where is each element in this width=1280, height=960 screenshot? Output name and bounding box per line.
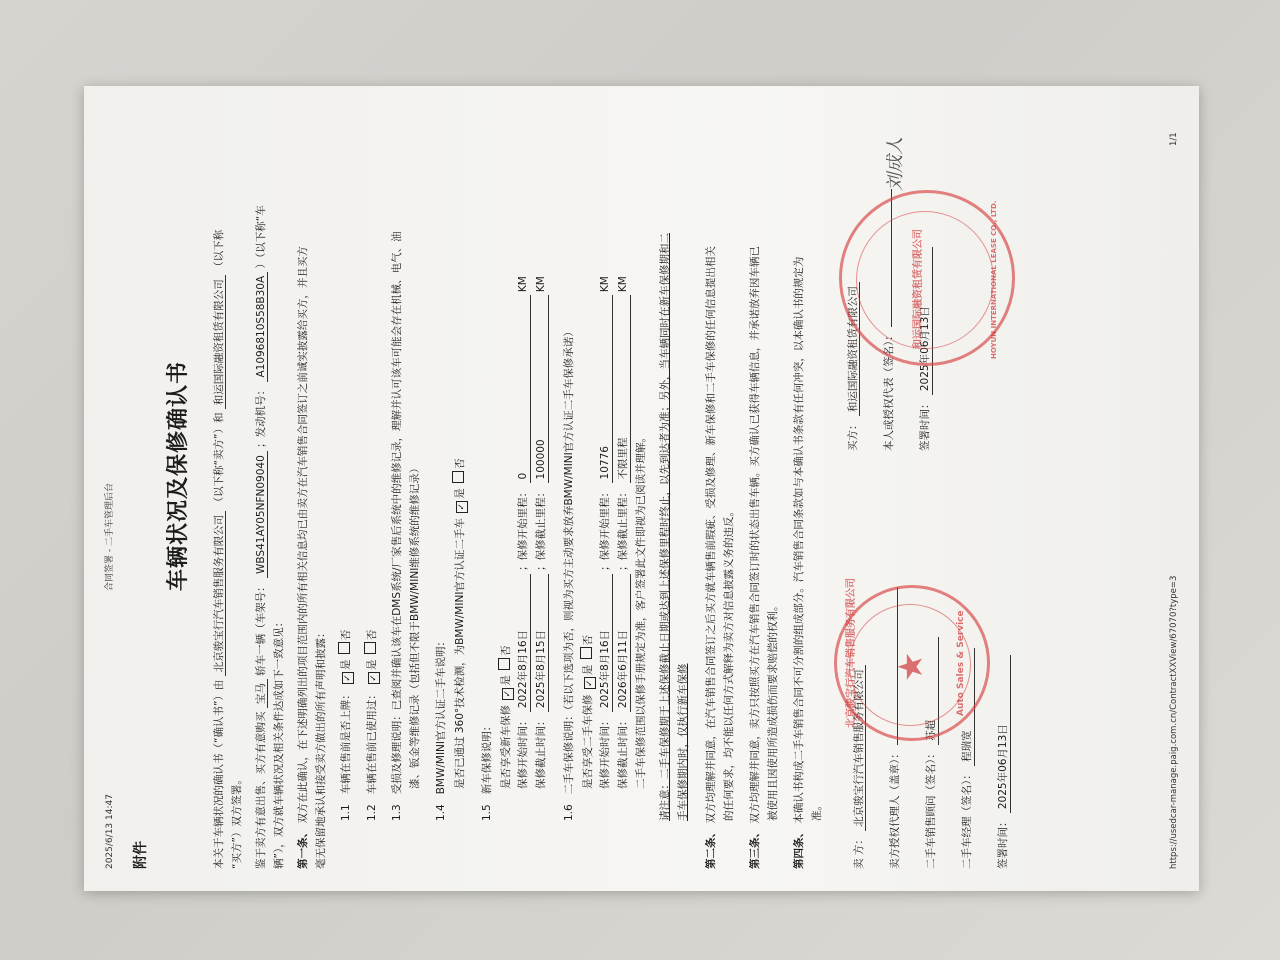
checkbox-empty [364,642,376,654]
item-text: 是否享受新车保修 [500,705,512,789]
option-yes: 是 [340,659,352,670]
warranty-end-km: 100000 [534,295,549,483]
footer-page-number: 1/1 [1169,132,1179,146]
option-no: 否 [582,634,594,646]
article3-line-2: 被使用且因使用所造成损伤而要求赔偿的权利。 [767,600,779,821]
item-1-2 [364,630,380,821]
document-paper [84,86,1199,891]
document-page [84,86,1199,891]
item-1-1 [338,630,354,821]
used-warranty-start-km: 10776 [598,295,613,483]
item-1-5-end [534,276,549,789]
car-brand: 宝马 [255,679,268,708]
article2-text: 双方均理解并同意，在汽车销售合同签订之后买方就车辆售前瑕疵、受损及修理、新车保修和二手车保修的任何信息提出相关 [705,246,717,824]
buyer-name: 和运国际融资租赁有限公司 [213,275,226,409]
article4-line-2: 准。 [811,800,823,821]
footer-url: https://usedcar-manage.paig.com.cn/ContractXXView/67070?type=3 [1169,575,1179,869]
item-text: 车辆在售前是否上牌： [340,689,352,795]
article3-line-1 [748,246,762,869]
print-system-title: 合同签署 - 二手车管理后台 [105,483,115,591]
checkbox-checked: ✓ [456,501,468,513]
intro-text: 轿车一辆（车架号： [255,581,267,676]
buyer-party-name: 和运国际融资租赁有限公司 [847,282,860,416]
intro-text: ；发动机号： [255,384,267,448]
item-1-4 [434,636,448,821]
km-unit: KM [517,276,529,293]
km-unit: KM [617,276,629,293]
checkbox-empty [498,658,510,670]
warranty-start-date: 2022年8月16日 [516,574,531,712]
field-label: 卖方授权代理人（盖章）： [889,748,901,869]
stamp-ring-text: 北京骏宝行汽车销售服务有限公司 [846,578,857,728]
article1-line-2: 毫无保留地承认和接受卖方做出的所有声明和披露： [315,627,327,869]
item-number: 1.6 [563,804,575,821]
field-label: 卖 方： [853,834,865,869]
article2-line-1 [704,246,718,869]
field-label: 二手车销售顾问（签名）： [925,748,937,869]
intro-line-3 [254,205,268,869]
field-label: 保修开始时间： [599,715,611,789]
checkbox-empty [580,647,592,659]
field-label: 二手车经理（签名）： [961,769,973,869]
km-unit: KM [535,276,547,293]
article4-text: 本确认书构成二手车销售合同不可分割的组成部分。汽车销售合同条款如与本确认书条款有任何冲突，以本确认书的规定为 [793,256,805,824]
used-warranty-end-date: 2026年6月11日 [616,574,631,712]
buyer-company-stamp [839,190,1015,366]
article1-text: 双方在此确认，在下述明确列出的项目范围内的所有相关信息均已由卖方在汽车销售合同签订之前诚实披露给买方，并且买方 [297,246,309,824]
field-label: 签署时间： [997,816,1009,869]
field-label: 保修开始时间： [517,715,529,789]
item-number: 1.2 [366,804,378,821]
document-title: 车辆状况及保修确认书 [166,360,191,591]
item-1-6 [562,326,576,821]
notice-line-2: 手车保修期内时，仅执行新车保修 [677,663,689,821]
option-yes: 是 [582,664,594,676]
intro-line-2: “买方”）双方签署。 [231,774,243,869]
option-no: 否 [340,629,352,641]
field-label: 买方： [847,419,859,451]
checkbox-empty [452,471,464,483]
item-1-6-note: 二手车保修范围以保修手册规定为准，客户签署此文件即视为已阅读并理解。 [635,432,647,789]
field-label: ；保修截止里程： [535,486,547,571]
stamp-ring-text: 和运国际融资租赁有限公司 [913,229,924,349]
stamp-star-icon: ★ [891,651,931,682]
stamp-en-text: Auto Sales & Service [956,610,966,716]
advisor-name: 苏超 [924,637,939,745]
option-no: 否 [500,645,512,656]
article1-label: 第一条、 [297,827,309,869]
item-1-5-start [516,276,531,789]
intro-text: （以下称“卖方”）和 [213,412,225,508]
item-text: 是否已通过 360°技术检测，为BMW/MINI官方认证二手车 [454,518,466,789]
item-1-3-line-2: 漆、钣金等维修记录（包括但不限于BMW/MINI维修系统的维修记录） [409,462,421,789]
field-label: ；保修开始里程： [517,486,529,571]
vin-number: WBS41AY05NFN09040 [255,451,268,578]
seller-name: 北京骏宝行汽车销售服务有限公司 [213,511,226,677]
field-label: 保修截止时间： [535,715,547,789]
article4-label: 第四条、 [793,827,805,869]
option-yes: 是 [454,488,466,499]
km-unit: KM [599,276,611,293]
item-1-6-start [598,276,613,789]
used-warranty-start-date: 2025年8月16日 [598,574,613,712]
seller-company-stamp [834,578,990,741]
intro-line-1 [212,230,226,869]
field-label: 本人或授权代表（签名）： [883,330,895,451]
field-label: 保修截止时间： [617,715,629,789]
item-text: 是否享受二手车保修 [582,694,594,789]
article1-line-1 [296,246,310,869]
checkbox-checked: ✓ [368,672,380,684]
seller-date-line [996,655,1011,869]
item-text: BMW/MINI官方认证二手车说明： [435,635,447,795]
option-no: 否 [366,629,378,641]
intro-line-4: 辆”），双方就车辆状况及相关条件达成如下一致意见： [273,616,285,869]
handwritten-signature: 刘成人 [885,137,906,191]
article3-text: 双方均理解并同意，卖方只按照买方在汽车销售合同签订时的状态出售车辆。买方确认已获得车辆信息，并承诺放弃因车辆已 [749,246,761,824]
intro-text: ）（以下称“车 [255,205,267,269]
notice-line-1: 请注意：二手车保修期于上述保修截止日期或达到上述保修里程时终止，以先到达者为准；另外，当车辆同时在新车保修期和二 [659,233,671,821]
intro-text: 本关于车辆状况的确认书（“确认书”）由 [213,679,225,869]
item-1-4-line-2 [452,458,468,789]
item-1-6-question [580,635,596,789]
buyer-sign-date: 2025年06月13日 [918,247,933,395]
item-number: 1.5 [481,804,493,821]
option-yes: 是 [500,675,512,686]
intro-text: 鉴于卖方有意出售、买方有意购买 [255,711,267,869]
stamp-en-text: HOYUN INTERNATIONAL LEASE CO., LTD. [990,200,998,359]
intro-text: （以下称 [213,229,225,272]
checkbox-empty [338,642,350,654]
seller-sign-date: 2025年06月13日 [996,655,1011,813]
item-text: 二手车保修说明：（若以下选项为否，则视为买方主动要求放弃BMW/MINI官方认证二手车保修承诺） [563,326,575,795]
article2-line-2: 的任何要求，均不能以任何方式解释为卖方对信息披露义务的违反。 [723,506,735,821]
article2-label: 第二条、 [705,827,717,869]
item-1-3 [390,231,404,821]
item-text: 受损及修理说明：已查阅并确认该车在DMS系统/厂家售后系统中的维修记录，理解并认可该车可能会存在机械、电气、油 [391,231,403,795]
checkbox-checked: ✓ [502,688,514,700]
item-text: 车辆在售前已使用过： [366,689,378,795]
field-label: ；保修截止里程： [617,486,629,571]
checkbox-checked: ✓ [342,672,354,684]
option-no: 否 [454,458,466,469]
engine-number: A1096810S58B30A [255,272,268,382]
item-text: 新车保修说明： [481,720,493,795]
item-number: 1.4 [435,804,447,821]
field-label: 签署时间： [919,398,931,451]
item-number: 1.3 [391,804,403,821]
warranty-end-date: 2025年8月15日 [534,574,549,712]
field-label: ；保修开始里程： [599,486,611,571]
item-1-5 [480,721,494,821]
item-1-6-end [616,276,631,789]
checkbox-checked: ✓ [584,677,596,689]
manager-name: 程瑞宽 [960,648,975,766]
item-number: 1.1 [340,804,352,821]
print-datetime: 2025/6/13 14:47 [105,794,115,869]
article3-label: 第三条、 [749,827,761,869]
used-warranty-end-km: 不限里程 [616,295,631,483]
option-yes: 是 [366,659,378,670]
article4-line-1 [792,257,806,869]
item-1-5-question [498,645,514,789]
attachment-label: 附件 [133,841,149,869]
seller-party-name: 北京骏宝行汽车销售服务有限公司 [853,665,866,831]
warranty-start-km: 0 [516,295,531,483]
